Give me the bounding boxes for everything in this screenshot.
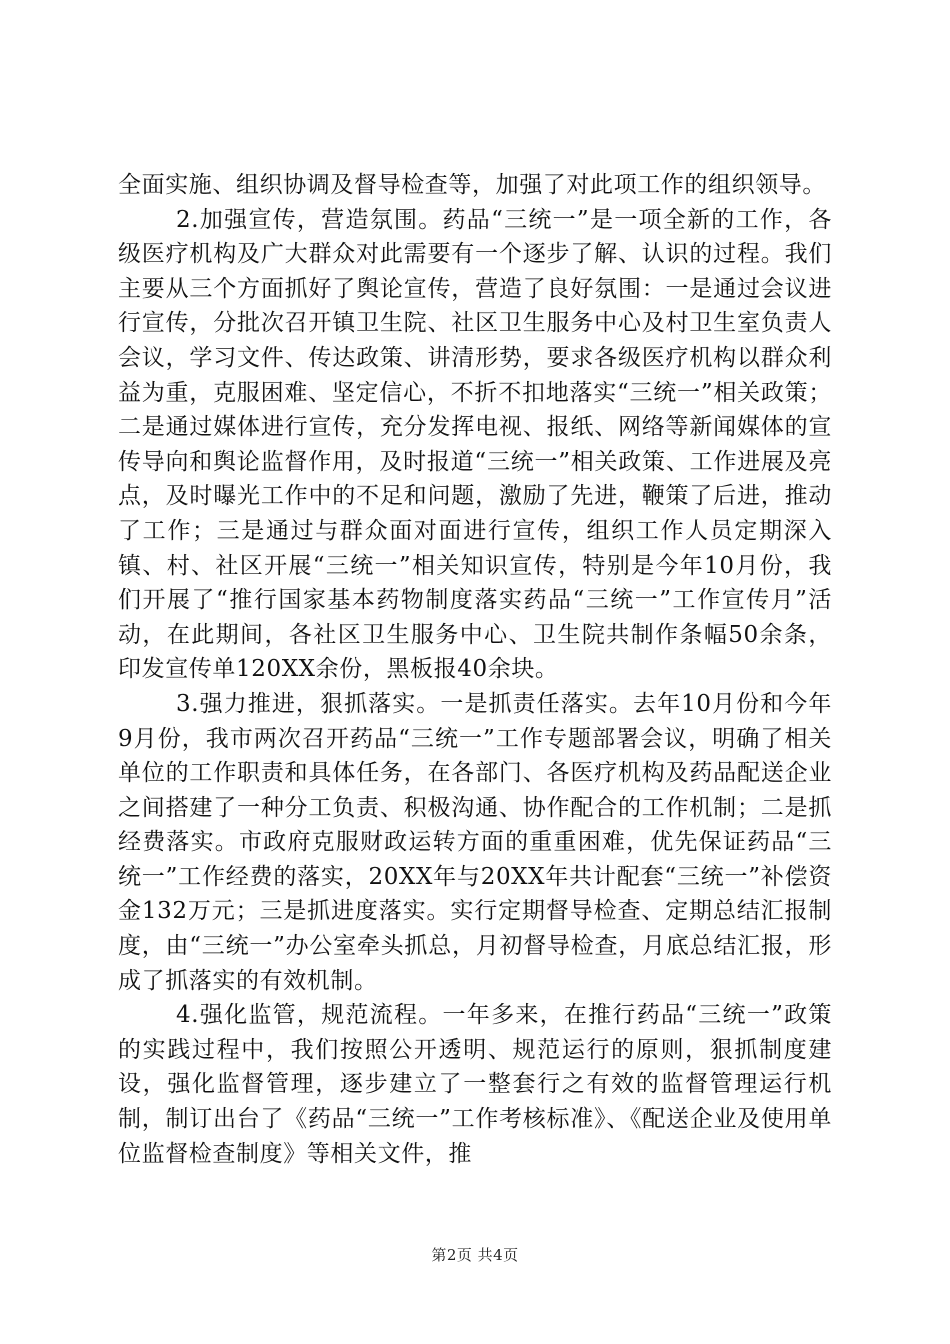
- paragraph-1: 全面实施、组织协调及督导检查等，加强了对此项工作的组织领导。: [118, 172, 826, 198]
- page-number-label: 第2页 共4页: [431, 1246, 519, 1264]
- document-body: [118, 168, 832, 1171]
- paragraph-2: 2.加强宣传，营造氛围。药品“三统一”是一项全新的工作，各级医疗机构及广大群众对此需要有一个逐步了解、认识的过程。我们主要从三个方面抓好了舆论宣传，营造了良好氛围：一是通过会议进行宣传，分批次召开镇卫生院、社区卫生服务中心及村卫生室负责人会议，学习文件、传达政策、讲清形势，要求各级医疗机构以群众利益为重，克服困难、坚定信心，不折不扣地落实“三统一”相关政策；二是通过媒体进行宣传，充分发挥电视、报纸、网络等新闻媒体的宣传导向和舆论监督作用，及时报道“三统一”相关政策、工作进展及亮点，及时曝光工作中的不足和问题，激励了先进，鞭策了后进，推动了工作；三是通过与群众面对面进行宣传，组织工作人员定期深入镇、村、社区开展“三统一”相关知识宣传，特别是今年10月份，我们开展了“推行国家基本药物制度落实药品“三统一”工作宣传月”活动，在此期间，各社区卫生服务中心、卫生院共制作条幅50余条，印发宣传单120XX余份，黑板报40余块。: [118, 206, 832, 683]
- page-footer: [0, 1244, 950, 1265]
- paragraph-3: 3.强力推进，狠抓落实。一是抓责任落实。去年10月份和今年9月份，我市两次召开药品“三统一”工作专题部署会议，明确了相关单位的工作职责和具体任务，在各部门、各医疗机构及药品配送企业之间搭建了一种分工负责、积极沟通、协作配合的工作机制；二是抓经费落实。市政府克服财政运转方面的重重困难，优先保证药品“三统一”工作经费的落实，20XX年与20XX年共计配套“三统一”补偿资金132万元；三是抓进度落实。实行定期督导检查、定期总结汇报制度，由“三统一”办公室牵头抓总，月初督导检查，月底总结汇报，形成了抓落实的有效机制。: [118, 690, 832, 994]
- paragraph-4: 4.强化监管，规范流程。一年多来，在推行药品“三统一”政策的实践过程中，我们按照公开透明、规范运行的原则，狠抓制度建设，强化监督管理，逐步建立了一整套行之有效的监督管理运行机制，制订出台了《药品“三统一”工作考核标准》、《配送企业及使用单位监督检查制度》等相关文件，推: [118, 1002, 832, 1167]
